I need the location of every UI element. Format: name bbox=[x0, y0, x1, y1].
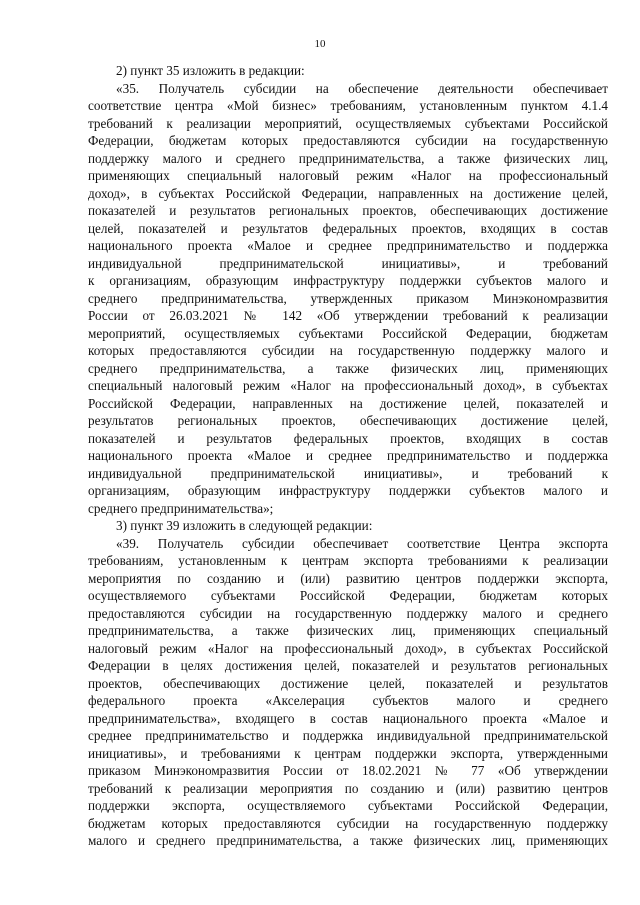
text-line: бюджетам которых предоставляются субсидии на государственную поддержку bbox=[88, 815, 608, 831]
text-line: предоставляются субсидии на государственную поддержку малого и среднего bbox=[88, 605, 608, 621]
text-line: среднее предпринимательство и поддержка индивидуальной предпринимательской bbox=[88, 728, 608, 743]
text-line: Федерации в целях достижения целей, показателей и результатов региональных bbox=[88, 658, 608, 673]
text-line: среднего предпринимательства»; bbox=[88, 500, 274, 516]
text-line: показателей и результатов федеральных проектов, входящих в состав bbox=[88, 430, 608, 446]
text-line: 3) пункт 39 изложить в следующей редакции: bbox=[116, 518, 373, 533]
text-line: России от 26.03.2021 № 142 «Об утверждении требований к реализации bbox=[88, 308, 608, 323]
text-line: налоговый режим «Налог на профессиональный доход», в субъектах Российской bbox=[88, 640, 608, 656]
text-line: 2) пункт 35 изложить в редакции: bbox=[116, 63, 305, 78]
text-line: национального проекта «Малое и среднее предпринимательство и поддержка bbox=[88, 238, 608, 253]
text-line: требованиям, установленным к центрам экспорта требованиями к реализации bbox=[88, 553, 608, 568]
text-line: поддержки экспорта, осуществляемого субъектами Российской Федерации, bbox=[88, 798, 608, 813]
text-line: индивидуальной предпринимательской инициативы», и требований bbox=[88, 255, 608, 271]
text-line: федерального проекта «Акселерация субъектов малого и среднего bbox=[88, 693, 608, 708]
text-line: «39. Получатель субсидии обеспечивает соответствие Центра экспорта bbox=[116, 535, 608, 551]
text-line: к организациям, образующим инфраструктуру поддержки субъектов малого и bbox=[88, 273, 608, 288]
text-line: мероприятий, осуществляемых субъектами Российской Федерации, бюджетам bbox=[88, 325, 608, 341]
text-line: которых предоставляются субсидии на государственную поддержку малого и bbox=[88, 343, 608, 358]
text-line: специальный налоговый режим «Налог на профессиональный доход», в субъектах bbox=[88, 378, 608, 393]
text-line: предпринимательства», входящего в состав национального проекта «Малое и bbox=[88, 710, 608, 726]
text-line: целей, показателей и результатов федеральных проектов, входящих в состав bbox=[88, 220, 608, 236]
text-line: требований к реализации мероприятий, осуществляемых субъектами Российской bbox=[88, 115, 608, 131]
document-body bbox=[88, 62, 608, 850]
text-line: Российской Федерации, направленных на достижение целей, показателей и bbox=[88, 395, 608, 411]
page-number: 10 bbox=[314, 38, 326, 50]
text-line: результатов региональных проектов, обеспечивающих достижение целей, bbox=[88, 413, 608, 428]
text-line: организациям, образующим инфраструктуру поддержки субъектов малого и bbox=[88, 483, 608, 498]
text-line: среднего предпринимательства, утвержденных приказом Минэкономразвития bbox=[88, 290, 608, 306]
text-line: поддержку малого и среднего предпринимательства, а также физических лиц, bbox=[88, 150, 608, 166]
text-line: соответствие центра «Мой бизнес» требованиям, установленным пунктом 4.1.4 bbox=[88, 98, 608, 113]
text-line: национального проекта «Малое и среднее предпринимательство и поддержка bbox=[88, 448, 608, 463]
text-line: инициативы», и требованиями к центрам поддержки экспорта, утвержденными bbox=[88, 745, 608, 761]
text-line: малого и среднего предпринимательства, а также физических лиц, применяющих bbox=[88, 833, 608, 848]
text-line: проектов, обеспечивающих достижение целей, показателей и результатов bbox=[88, 675, 608, 691]
text-line: «35. Получатель субсидии на обеспечение деятельности обеспечивает bbox=[116, 80, 608, 96]
text-line: осуществляемого субъектами Российской Федерации, бюджетам которых bbox=[88, 588, 608, 603]
text-line: требований к реализации мероприятия по созданию и (или) развитию центров bbox=[88, 780, 608, 796]
text-line: мероприятия по созданию и (или) развитию центров поддержки экспорта, bbox=[88, 570, 608, 586]
text-line: предпринимательства, а также физических лиц, применяющих специальный bbox=[88, 623, 608, 638]
text-line: среднего предпринимательства, а также физических лиц, применяющих bbox=[88, 360, 608, 376]
text-line: Федерации, бюджетам которых предоставляются субсидии на государственную bbox=[88, 133, 608, 148]
text-line: приказом Минэкономразвития России от 18.02.2021 № 77 «Об утверждении bbox=[88, 763, 608, 778]
text-line: показателей и результатов региональных проектов, обеспечивающих достижение bbox=[88, 203, 608, 218]
text-line: доход», в субъектах Российской Федерации, направленных на достижение целей, bbox=[88, 185, 608, 201]
text-line: индивидуальной предпринимательской инициативы», и требований к bbox=[88, 465, 608, 481]
text-line: применяющих специальный налоговый режим «Налог на профессиональный bbox=[88, 168, 608, 183]
